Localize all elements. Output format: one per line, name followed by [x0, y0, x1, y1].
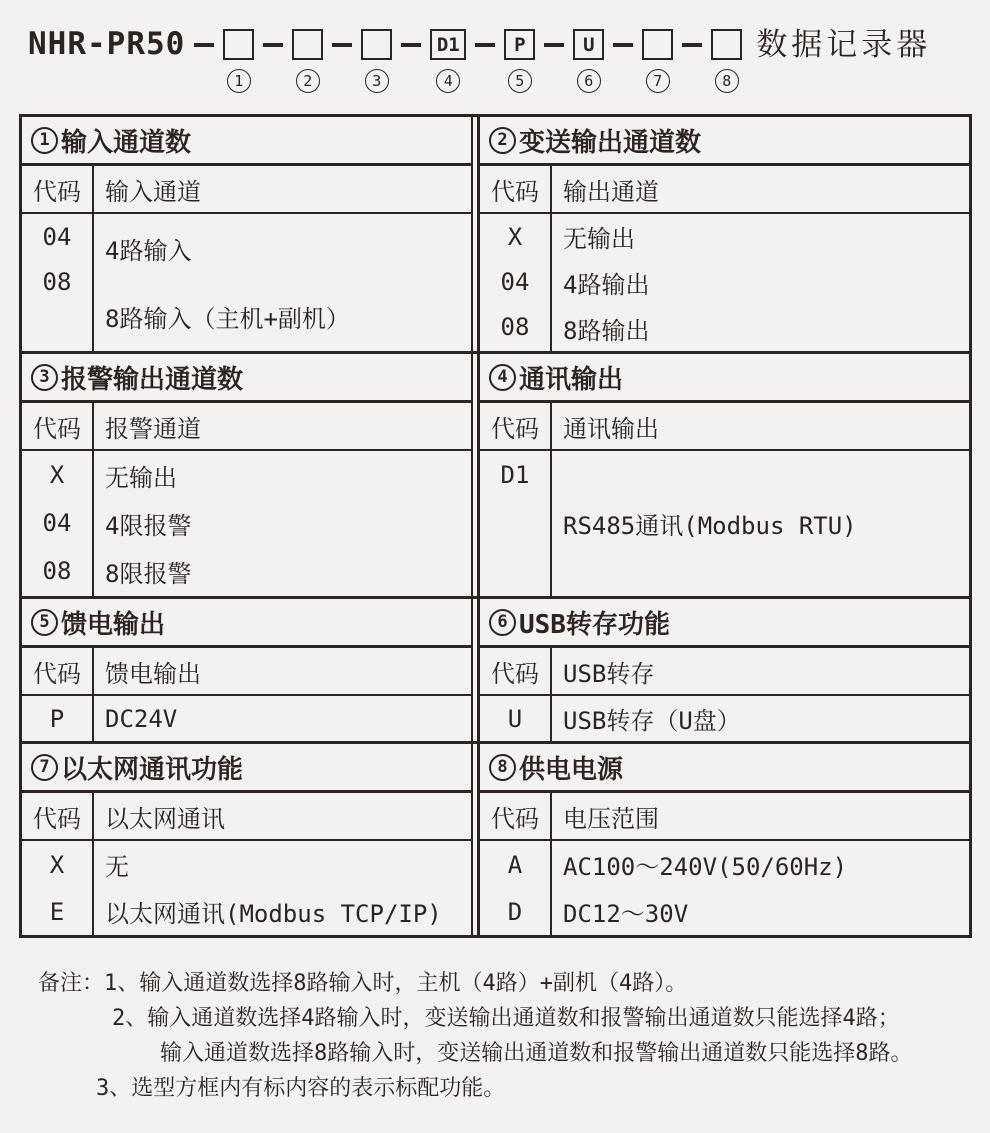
position-number-1: 1 [227, 69, 251, 93]
section-body [22, 214, 471, 351]
position-number-6: 6 [577, 69, 601, 93]
notes [38, 966, 990, 1106]
desc-column-header: 输出通道 [563, 177, 659, 206]
desc-value: 8限报警 [105, 560, 192, 589]
section-number-icon: 3 [31, 364, 58, 391]
option-position-1 [223, 24, 254, 93]
option-box-4: D1 [430, 29, 466, 60]
desc-value: 4路输出 [563, 271, 650, 299]
section-alarm-output-channels [22, 354, 473, 596]
option-box-6: U [573, 29, 604, 60]
desc-column [94, 214, 471, 351]
section-input-channels [22, 117, 473, 351]
desc-value: DC24V [105, 704, 178, 733]
note-line-1 [38, 966, 990, 1001]
dash [332, 43, 352, 47]
desc-column-header: 通讯输出 [563, 414, 659, 443]
option-box-7 [642, 29, 673, 60]
desc-column-header: USB转存 [563, 659, 655, 688]
note-line-3: 输入通道数选择8路输入时，变送输出通道数和报警输出通道数只能选择8路。 [160, 1041, 913, 1066]
section-communication-output [477, 354, 969, 596]
code-column-header: 代码 [22, 403, 94, 449]
section-power-supply [477, 744, 969, 935]
section-title [480, 354, 969, 403]
section-title-text: USB转存功能 [519, 609, 670, 640]
code-column-header: 代码 [480, 793, 552, 839]
desc-value: DC12～30V [563, 900, 689, 928]
desc-column [94, 696, 471, 741]
code-column [480, 696, 552, 741]
code-value: 08 [500, 312, 530, 341]
option-box-8 [711, 29, 742, 60]
desc-column [94, 451, 471, 596]
section-body [22, 451, 471, 596]
model-number-line [0, 0, 990, 100]
table-group-4 [22, 744, 969, 935]
section-title [480, 599, 969, 648]
section-header-row [480, 793, 969, 841]
section-number-icon: 2 [489, 127, 516, 154]
code-value: D1 [500, 461, 530, 489]
desc-value: 无 [105, 853, 129, 881]
desc-value: 无输出 [563, 225, 635, 254]
desc-column-header: 电压范围 [563, 804, 659, 833]
desc-column-header: 报警通道 [105, 414, 201, 443]
section-title [480, 744, 969, 793]
section-ethernet [22, 744, 473, 935]
section-header-row [480, 166, 969, 214]
section-number-icon: 5 [31, 609, 58, 636]
note-line-2: 2、输入通道数选择4路输入时，变送输出通道数和报警输出通道数只能选择4路； [112, 1006, 900, 1031]
code-column-header: 代码 [480, 166, 552, 212]
dash [613, 43, 633, 47]
option-position-2 [292, 24, 323, 93]
section-number-icon: 8 [489, 754, 516, 781]
section-title [22, 599, 471, 648]
code-column [22, 696, 94, 741]
desc-column [552, 696, 969, 741]
section-title-text: 报警输出通道数 [61, 364, 244, 395]
section-header-row [22, 793, 471, 841]
section-title [22, 354, 471, 403]
section-body [480, 214, 969, 351]
code-column-header: 代码 [22, 793, 94, 839]
code-column-header: 代码 [480, 648, 552, 694]
desc-column-header: 馈电输出 [105, 659, 201, 688]
option-position-5 [504, 24, 535, 93]
code-value: X [49, 461, 65, 489]
option-box-1 [223, 29, 254, 60]
position-number-4: 4 [436, 69, 460, 93]
note-text-1: 1、输入通道数选择8路输入时，主机（4路）+副机（4路）。 [104, 971, 688, 996]
code-value: 08 [42, 267, 72, 296]
section-header-row [22, 403, 471, 451]
desc-column-header: 以太网通讯 [105, 804, 225, 833]
section-header-row [22, 648, 471, 696]
desc-value: 无输出 [105, 463, 177, 492]
code-column [22, 214, 94, 351]
section-title-text: 馈电输出 [61, 609, 166, 640]
code-value: 04 [42, 509, 72, 537]
section-number-icon: 1 [31, 127, 58, 154]
desc-column-header: 输入通道 [105, 177, 201, 206]
dash [544, 43, 564, 47]
product-name: 数据记录器 [756, 27, 932, 63]
note-line-4: 3、选型方框内有标内容的表示标配功能。 [96, 1076, 506, 1101]
desc-column [94, 841, 471, 935]
section-header-row [22, 166, 471, 214]
code-column [22, 451, 94, 596]
code-column-header: 代码 [22, 648, 94, 694]
code-column-header: 代码 [22, 166, 94, 212]
section-header-row [480, 403, 969, 451]
section-usb-transfer [477, 599, 969, 741]
section-title [22, 744, 471, 793]
section-body [22, 696, 471, 741]
option-box-2 [292, 29, 323, 60]
code-value: E [49, 897, 65, 926]
option-position-3 [361, 24, 392, 93]
code-column [480, 451, 552, 596]
desc-value: 8路输入（主机+副机） [105, 305, 350, 334]
section-title [22, 117, 471, 166]
model-prefix: NHR-PR50 [28, 26, 186, 62]
desc-column [552, 214, 969, 351]
code-value: X [49, 850, 65, 879]
section-number-icon: 7 [31, 754, 58, 781]
code-value: X [507, 222, 523, 251]
code-value: P [49, 704, 65, 733]
section-body [22, 841, 471, 935]
section-number-icon: 6 [489, 609, 516, 636]
notes-label: 备注： [38, 971, 105, 996]
section-feed-power-output [22, 599, 473, 741]
desc-column [552, 451, 969, 596]
section-title-text: 通讯输出 [519, 364, 624, 395]
table-group-2 [22, 354, 969, 599]
section-body [480, 451, 969, 596]
desc-value: USB转存（U盘） [563, 707, 741, 735]
position-number-8: 8 [715, 69, 739, 93]
code-value: A [507, 850, 523, 879]
dash [475, 43, 495, 47]
option-box-3 [361, 29, 392, 60]
section-transmit-output-channels [477, 117, 969, 351]
section-title-text: 输入通道数 [61, 127, 192, 158]
section-title [480, 117, 969, 166]
desc-value: 4路输入 [105, 236, 192, 265]
code-value: 08 [42, 557, 72, 585]
selection-table [19, 114, 972, 938]
desc-value: 4限报警 [105, 511, 192, 540]
code-column [480, 841, 552, 935]
code-value: 04 [500, 267, 530, 296]
desc-value: AC100～240V(50/60Hz) [563, 853, 848, 881]
dash [194, 43, 214, 47]
code-value: U [507, 704, 523, 733]
section-body [480, 696, 969, 741]
dash [263, 43, 283, 47]
code-column-header: 代码 [480, 403, 552, 449]
option-position-6 [573, 24, 604, 93]
option-position-4 [430, 24, 466, 93]
code-column [480, 214, 552, 351]
position-number-2: 2 [296, 69, 320, 93]
code-value: 04 [42, 222, 72, 251]
section-title-text: 变送输出通道数 [519, 127, 702, 158]
dash [401, 43, 421, 47]
table-group-3 [22, 599, 969, 744]
desc-value: 8路输出 [563, 316, 650, 345]
desc-column [552, 841, 969, 935]
dash [682, 43, 702, 47]
desc-value: RS485通讯(Modbus RTU) [563, 512, 857, 540]
code-column [22, 841, 94, 935]
section-header-row [480, 648, 969, 696]
section-title-text: 供电电源 [519, 754, 624, 785]
section-title-text: 以太网通讯功能 [61, 754, 244, 785]
code-value: D [507, 897, 523, 926]
option-position-8 [711, 24, 742, 93]
desc-value: 以太网通讯(Modbus TCP/IP) [105, 900, 442, 928]
table-group-1 [22, 117, 969, 354]
section-number-icon: 4 [489, 364, 516, 391]
position-number-3: 3 [365, 69, 389, 93]
position-number-5: 5 [508, 69, 532, 93]
section-body [480, 841, 969, 935]
option-box-5: P [504, 29, 535, 60]
option-position-7 [642, 24, 673, 93]
position-number-7: 7 [646, 69, 670, 93]
